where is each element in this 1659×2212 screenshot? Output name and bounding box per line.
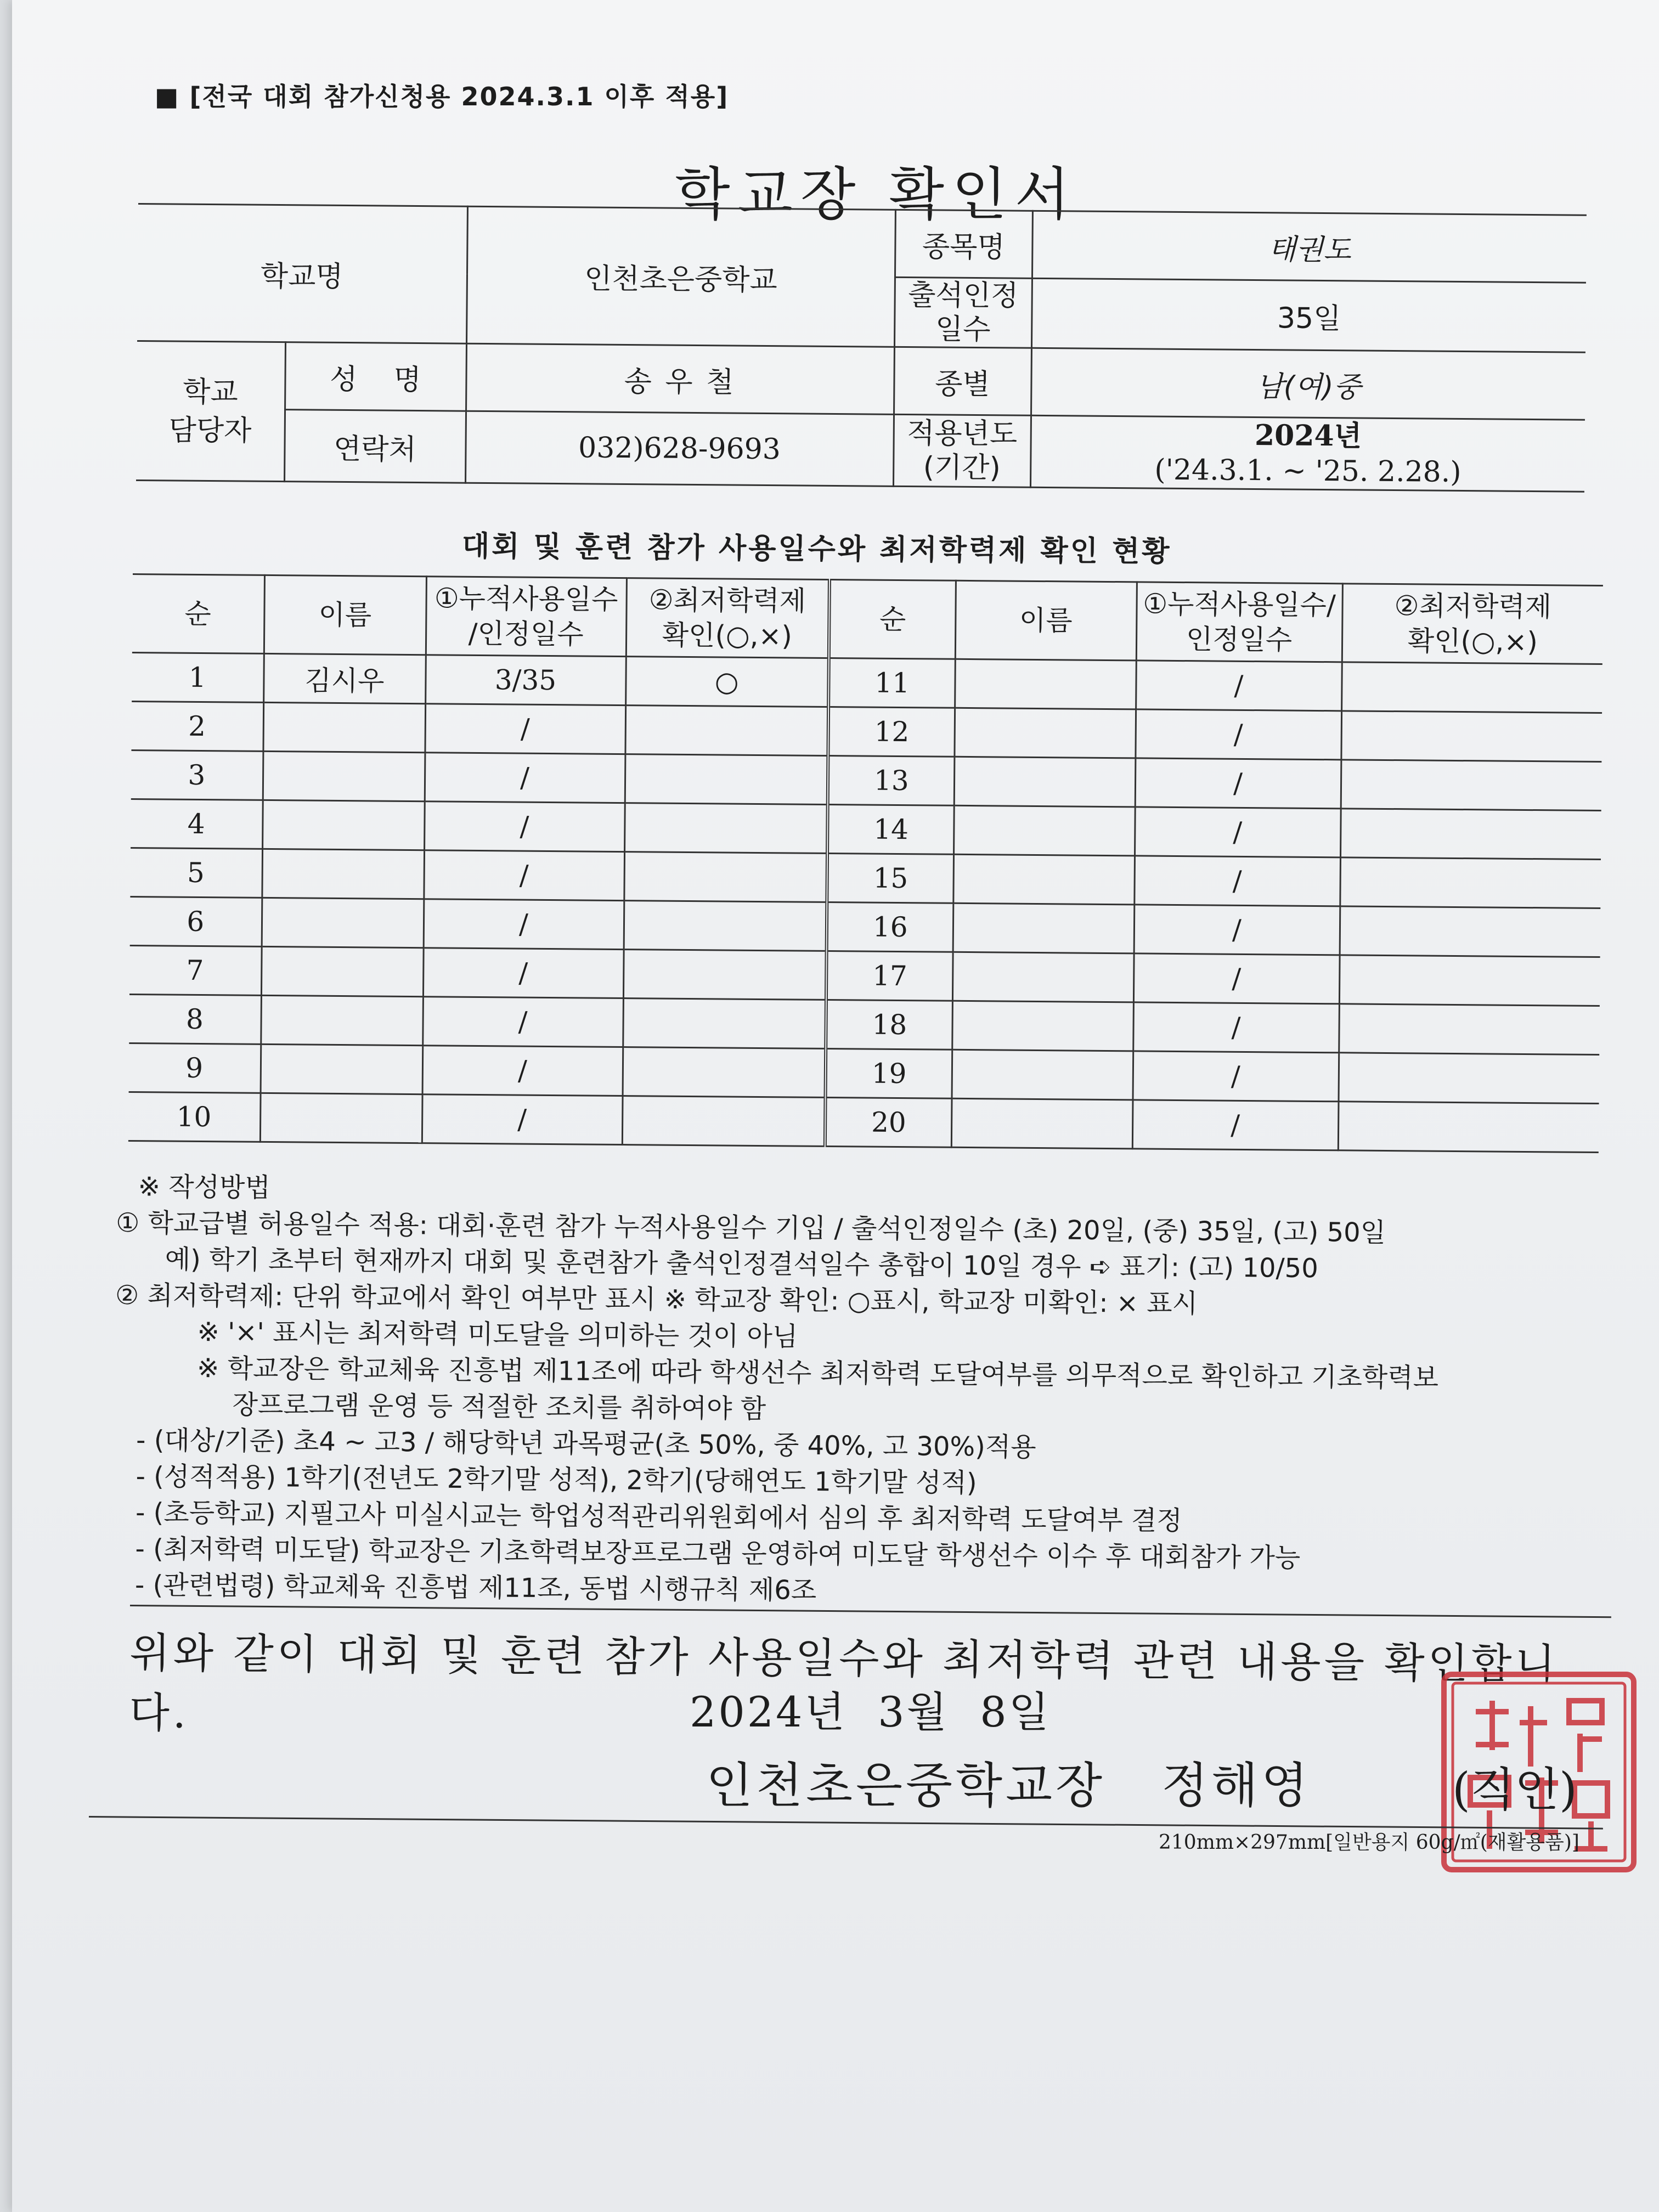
row-days: / — [1134, 905, 1340, 955]
attend-value: 35일 — [1031, 278, 1586, 352]
row-name — [952, 1001, 1133, 1051]
row-number: 7 — [129, 945, 262, 995]
note-line: ※ 학교장은 학교체육 진흥법 제11조에 따라 학생선수 최저학력 도달여부를 의무적으로 확인하고 기초학력보 — [196, 1353, 1439, 1393]
row-name — [261, 1044, 423, 1094]
row-check — [624, 803, 828, 854]
name-label: 성 명 — [285, 342, 466, 411]
header-name-left: 이름 — [264, 575, 426, 654]
row-days: / — [425, 753, 625, 803]
row-check — [1339, 1053, 1600, 1104]
row-number: 19 — [826, 1048, 952, 1098]
row-name — [260, 1093, 422, 1143]
row-check — [1339, 1004, 1600, 1055]
row-number: 8 — [129, 994, 261, 1044]
row-name — [955, 659, 1136, 709]
row-check — [624, 901, 827, 951]
sport-label: 종목명 — [895, 210, 1032, 278]
document-page — [12, 0, 1659, 2212]
row-days: / — [424, 850, 624, 901]
row-number: 14 — [827, 804, 954, 854]
header-check-right: ②최저학력제 확인(○,×) — [1342, 584, 1603, 664]
principal-title: 인천초은중학교장 — [706, 1757, 1106, 1814]
row-number: 18 — [826, 1000, 952, 1049]
row-check — [1341, 711, 1602, 762]
contact-value: 032)628-9693 — [465, 411, 894, 486]
school-label: 학교명 — [137, 204, 467, 343]
contact-label: 연락처 — [284, 410, 466, 483]
row-number: 13 — [828, 755, 955, 805]
note-line: ② 최저학력제: 단위 학교에서 확인 여부만 표시 ※ 학교장 확인: ○표시, 학교장 미확인: × 표시 — [115, 1279, 1198, 1319]
row-name — [953, 805, 1135, 856]
note-line: ※ 작성방법 — [138, 1171, 270, 1204]
row-check — [1338, 1102, 1599, 1153]
row-days: / — [1133, 953, 1340, 1004]
row-days: / — [1135, 807, 1341, 857]
paper-spec: 210mm×297mm[일반용지 60g/㎡(재활용품)] — [1159, 1831, 1579, 1854]
principal-name: 정해영 — [1161, 1757, 1312, 1814]
row-name — [263, 702, 425, 752]
row-name — [953, 903, 1135, 953]
row-days: / — [1135, 709, 1341, 760]
participation-table — [128, 573, 1603, 1153]
row-name — [262, 849, 424, 899]
row-number: 10 — [128, 1092, 261, 1142]
school-value: 인천초은중학교 — [466, 206, 895, 347]
row-days: / — [1136, 661, 1342, 711]
header-no-left: 순 — [132, 574, 264, 654]
header-days-right: ①누적사용일수/ 인정일수 — [1136, 582, 1342, 662]
row-number: 11 — [828, 658, 955, 708]
confirmation-statement: 위와 같이 대회 및 훈련 참가 사용일수와 최저학력 관련 내용을 확인합니다. — [129, 1605, 1611, 1751]
row-days: / — [1132, 1100, 1339, 1150]
row-days: / — [422, 997, 623, 1047]
row-check — [1341, 662, 1602, 713]
row-number: 1 — [132, 652, 264, 702]
row-number: 9 — [129, 1043, 261, 1093]
header-name-right: 이름 — [955, 580, 1137, 661]
row-days: / — [1135, 758, 1341, 809]
note-line: ※ '×' 표시는 최저학력 미도달을 의미하는 것이 아님 — [197, 1317, 798, 1352]
row-name — [262, 800, 425, 850]
issue-date: 2024년 3월 8일 — [690, 1688, 1052, 1736]
note-line: 장프로그램 운영 등 적절한 조치를 취하여야 함 — [232, 1389, 766, 1425]
row-check — [1339, 955, 1600, 1006]
staff-label: 학교 담당자 — [136, 341, 285, 481]
row-check — [623, 1047, 826, 1098]
row-check — [624, 852, 827, 902]
row-days: / — [1134, 856, 1340, 906]
header-days-left: ①누적사용일수 /인정일수 — [426, 577, 627, 657]
row-number: 16 — [827, 902, 953, 952]
sport-value: 태권도 — [1032, 211, 1587, 283]
row-check — [1341, 760, 1602, 811]
row-name — [951, 1098, 1133, 1149]
note-line: ① 학교급별 허용일수 적용: 대회·훈련 참가 누적사용일수 기입 / 출석인정일수 (초) 20일, (중) 35일, (고) 50일 — [116, 1207, 1386, 1249]
header-check-left: ②최저학력제 확인(○,×) — [626, 578, 830, 658]
instructions — [113, 1169, 1630, 1615]
row-check — [623, 998, 826, 1049]
row-days: / — [424, 802, 625, 852]
note-line: - (최저학력 미도달) 학교장은 기초학력보장프로그램 운영하여 미도달 학생선수 이수 후 대회참가 가능 — [135, 1533, 1301, 1573]
row-days: / — [423, 948, 624, 998]
gender-label: 종별 — [894, 347, 1031, 415]
row-name: 김시우 — [263, 653, 426, 703]
row-number: 15 — [827, 853, 953, 903]
period-value: ('24.3.1. ~ '25. 2.28.) — [1154, 453, 1462, 489]
page-title: 학교장 확인서 — [675, 161, 1077, 228]
participation-rows — [128, 652, 1602, 1152]
row-check — [625, 706, 828, 756]
row-days: / — [424, 899, 624, 950]
row-number: 5 — [130, 848, 262, 898]
row-check — [1340, 906, 1601, 957]
note-line: - (관련법령) 학교체육 진흥법 제11조, 동법 시행규칙 제6조 — [134, 1570, 817, 1606]
row-number: 12 — [828, 707, 955, 757]
row-number: 3 — [131, 750, 263, 800]
year-cell — [1030, 415, 1585, 492]
row-name — [952, 1049, 1133, 1100]
section-title: 대회 및 훈련 참가 사용일수와 최저학력제 확인 현황 — [461, 529, 1172, 569]
row-check — [1340, 809, 1601, 860]
row-days: 3/35 — [425, 655, 626, 706]
note-line: - (대상/기준) 초4 ~ 고3 / 해당학년 과목평균(초 50%, 중 40%, 고 30%)적용 — [136, 1425, 1036, 1463]
note-line: - (초등학교) 지필고사 미실시교는 학업성적관리위원회에서 심의 후 최저학력 도달여부 결정 — [135, 1497, 1182, 1537]
row-name — [263, 751, 425, 801]
row-days: / — [422, 1094, 623, 1145]
row-number: 4 — [131, 799, 263, 849]
row-name — [261, 995, 423, 1045]
row-number: 2 — [131, 701, 263, 751]
row-check — [625, 754, 828, 805]
row-number: 6 — [130, 896, 262, 946]
row-name — [952, 952, 1134, 1002]
row-number: 17 — [826, 951, 953, 1001]
row-name — [954, 708, 1136, 758]
row-days: / — [1133, 1002, 1339, 1053]
row-number: 20 — [825, 1097, 952, 1147]
row-name — [261, 946, 424, 996]
year-value: 2024년 — [1254, 418, 1362, 453]
gender-value: 남(여)중 — [1031, 348, 1585, 420]
row-days: / — [425, 704, 625, 754]
row-check — [623, 950, 827, 1000]
year-label: 적용년도 (기간) — [893, 414, 1031, 487]
attend-label: 출석인정 일수 — [894, 277, 1032, 348]
row-name — [954, 757, 1136, 807]
stamp-label: (직인) — [1452, 1763, 1577, 1816]
row-name — [953, 854, 1135, 905]
header-no-right: 순 — [829, 579, 956, 659]
note-line: 예) 학기 초부터 현재까지 대회 및 훈련참가 출석인정결석일수 총합이 10일 경우 ➪ 표기: (고) 10/50 — [165, 1244, 1318, 1284]
note-line: - (성적적용) 1학기(전년도 2학기말 성적), 2학기(당해연도 1학기말 성적) — [136, 1461, 977, 1499]
header-note: ■ [전국 대회 참가신청용 2024.3.1 이후 적용] — [155, 82, 729, 111]
row-check — [622, 1096, 826, 1147]
row-days: / — [422, 1046, 623, 1096]
row-name — [262, 898, 424, 947]
info-table — [136, 203, 1587, 493]
row-check — [1340, 857, 1601, 909]
row-days: / — [1133, 1051, 1339, 1102]
row-check: ○ — [625, 657, 829, 707]
name-value: 송 우 철 — [466, 343, 894, 414]
